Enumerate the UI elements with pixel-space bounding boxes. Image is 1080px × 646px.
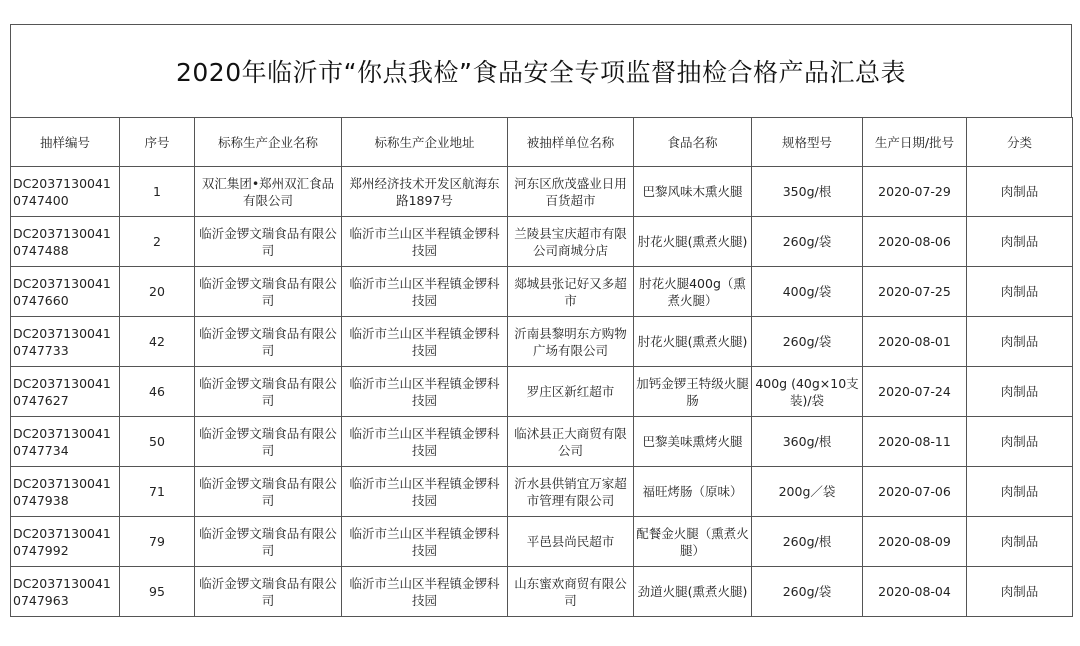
sample-code-cell: DC20371300410747992 bbox=[11, 517, 120, 567]
food-name-cell: 巴黎美味熏烤火腿 bbox=[634, 417, 752, 467]
table-row bbox=[11, 217, 1073, 267]
category-cell: 肉制品 bbox=[967, 217, 1073, 267]
sampled-unit-cell: 罗庄区新红超市 bbox=[508, 367, 634, 417]
sampled-unit-cell: 临沭县正大商贸有限公司 bbox=[508, 417, 634, 467]
serial-no-cell: 79 bbox=[120, 517, 195, 567]
table-row bbox=[11, 417, 1073, 467]
food-name-cell: 福旺烤肠（原味） bbox=[634, 467, 752, 517]
sample-code-cell: DC20371300410747660 bbox=[11, 267, 120, 317]
spec-cell: 260g/根 bbox=[752, 517, 863, 567]
spec-cell: 400g (40g×10支装)/袋 bbox=[752, 367, 863, 417]
serial-no-cell: 46 bbox=[120, 367, 195, 417]
spec-cell: 400g/袋 bbox=[752, 267, 863, 317]
sample-code-cell: DC20371300410747963 bbox=[11, 567, 120, 617]
category-cell: 肉制品 bbox=[967, 567, 1073, 617]
header-category: 分类 bbox=[967, 118, 1073, 167]
header-serial-no: 序号 bbox=[120, 118, 195, 167]
serial-no-cell: 71 bbox=[120, 467, 195, 517]
table-row bbox=[11, 567, 1073, 617]
manufacturer-cell: 临沂金锣文瑞食品有限公司 bbox=[195, 217, 342, 267]
production-date-cell: 2020-07-29 bbox=[863, 167, 967, 217]
manufacturer-cell: 双汇集团•郑州双汇食品有限公司 bbox=[195, 167, 342, 217]
sample-code-cell: DC20371300410747627 bbox=[11, 367, 120, 417]
serial-no-cell: 50 bbox=[120, 417, 195, 467]
sample-code-cell: DC20371300410747400 bbox=[11, 167, 120, 217]
production-date-cell: 2020-08-04 bbox=[863, 567, 967, 617]
food-name-cell: 劲道火腿(熏煮火腿) bbox=[634, 567, 752, 617]
address-cell: 临沂市兰山区半程镇金锣科技园 bbox=[342, 267, 508, 317]
production-date-cell: 2020-07-24 bbox=[863, 367, 967, 417]
sampled-unit-cell: 沂南县黎明东方购物广场有限公司 bbox=[508, 317, 634, 367]
sampled-unit-cell: 平邑县尚民超市 bbox=[508, 517, 634, 567]
spec-cell: 260g/袋 bbox=[752, 217, 863, 267]
table-row bbox=[11, 517, 1073, 567]
serial-no-cell: 1 bbox=[120, 167, 195, 217]
summary-sheet bbox=[10, 24, 1072, 622]
address-cell: 临沂市兰山区半程镇金锣科技园 bbox=[342, 467, 508, 517]
production-date-cell: 2020-08-06 bbox=[863, 217, 967, 267]
food-name-cell: 肘花火腿400g（熏煮火腿） bbox=[634, 267, 752, 317]
manufacturer-cell: 临沂金锣文瑞食品有限公司 bbox=[195, 267, 342, 317]
manufacturer-cell: 临沂金锣文瑞食品有限公司 bbox=[195, 317, 342, 367]
sample-code-cell: DC20371300410747938 bbox=[11, 467, 120, 517]
address-cell: 临沂市兰山区半程镇金锣科技园 bbox=[342, 517, 508, 567]
address-cell: 临沂市兰山区半程镇金锣科技园 bbox=[342, 417, 508, 467]
manufacturer-cell: 临沂金锣文瑞食品有限公司 bbox=[195, 567, 342, 617]
category-cell: 肉制品 bbox=[967, 467, 1073, 517]
header-spec: 规格型号 bbox=[752, 118, 863, 167]
category-cell: 肉制品 bbox=[967, 367, 1073, 417]
production-date-cell: 2020-08-09 bbox=[863, 517, 967, 567]
table-row bbox=[11, 467, 1073, 517]
address-cell: 临沂市兰山区半程镇金锣科技园 bbox=[342, 317, 508, 367]
food-name-cell: 肘花火腿(熏煮火腿) bbox=[634, 317, 752, 367]
sampled-unit-cell: 沂水县供销宜万家超市管理有限公司 bbox=[508, 467, 634, 517]
food-name-cell: 加钙金锣王特级火腿肠 bbox=[634, 367, 752, 417]
production-date-cell: 2020-08-11 bbox=[863, 417, 967, 467]
food-name-cell: 配餐金火腿（熏煮火腿） bbox=[634, 517, 752, 567]
header-manufacturer: 标称生产企业名称 bbox=[195, 118, 342, 167]
summary-table bbox=[10, 117, 1073, 617]
production-date-cell: 2020-07-06 bbox=[863, 467, 967, 517]
serial-no-cell: 42 bbox=[120, 317, 195, 367]
sampled-unit-cell: 郯城县张记好又多超市 bbox=[508, 267, 634, 317]
serial-no-cell: 95 bbox=[120, 567, 195, 617]
food-name-cell: 巴黎风味木熏火腿 bbox=[634, 167, 752, 217]
table-row bbox=[11, 167, 1073, 217]
spec-cell: 260g/袋 bbox=[752, 317, 863, 367]
category-cell: 肉制品 bbox=[967, 317, 1073, 367]
sample-code-cell: DC20371300410747734 bbox=[11, 417, 120, 467]
sample-code-cell: DC20371300410747488 bbox=[11, 217, 120, 267]
manufacturer-cell: 临沂金锣文瑞食品有限公司 bbox=[195, 417, 342, 467]
sample-code-cell: DC20371300410747733 bbox=[11, 317, 120, 367]
category-cell: 肉制品 bbox=[967, 267, 1073, 317]
serial-no-cell: 20 bbox=[120, 267, 195, 317]
header-manufacturer-address: 标称生产企业地址 bbox=[342, 118, 508, 167]
address-cell: 临沂市兰山区半程镇金锣科技园 bbox=[342, 217, 508, 267]
sampled-unit-cell: 兰陵县宝庆超市有限公司商城分店 bbox=[508, 217, 634, 267]
table-row bbox=[11, 367, 1073, 417]
header-sample-code: 抽样编号 bbox=[11, 118, 120, 167]
serial-no-cell: 2 bbox=[120, 217, 195, 267]
manufacturer-cell: 临沂金锣文瑞食品有限公司 bbox=[195, 517, 342, 567]
page-title: 2020年临沂市“你点我检”食品安全专项监督抽检合格产品汇总表 bbox=[175, 58, 907, 87]
manufacturer-cell: 临沂金锣文瑞食品有限公司 bbox=[195, 367, 342, 417]
title-box bbox=[10, 24, 1072, 117]
sampled-unit-cell: 山东蜜欢商贸有限公司 bbox=[508, 567, 634, 617]
table-row bbox=[11, 267, 1073, 317]
table-row bbox=[11, 317, 1073, 367]
category-cell: 肉制品 bbox=[967, 417, 1073, 467]
spec-cell: 350g/根 bbox=[752, 167, 863, 217]
spec-cell: 200g／袋 bbox=[752, 467, 863, 517]
category-cell: 肉制品 bbox=[967, 517, 1073, 567]
production-date-cell: 2020-08-01 bbox=[863, 317, 967, 367]
header-food-name: 食品名称 bbox=[634, 118, 752, 167]
address-cell: 郑州经济技术开发区航海东路1897号 bbox=[342, 167, 508, 217]
food-name-cell: 肘花火腿(熏煮火腿) bbox=[634, 217, 752, 267]
production-date-cell: 2020-07-25 bbox=[863, 267, 967, 317]
spec-cell: 360g/根 bbox=[752, 417, 863, 467]
header-sampled-unit: 被抽样单位名称 bbox=[508, 118, 634, 167]
manufacturer-cell: 临沂金锣文瑞食品有限公司 bbox=[195, 467, 342, 517]
header-production-date: 生产日期/批号 bbox=[863, 118, 967, 167]
address-cell: 临沂市兰山区半程镇金锣科技园 bbox=[342, 567, 508, 617]
sampled-unit-cell: 河东区欣茂盛业日用百货超市 bbox=[508, 167, 634, 217]
address-cell: 临沂市兰山区半程镇金锣科技园 bbox=[342, 367, 508, 417]
table-header-row bbox=[11, 118, 1073, 167]
category-cell: 肉制品 bbox=[967, 167, 1073, 217]
spec-cell: 260g/袋 bbox=[752, 567, 863, 617]
